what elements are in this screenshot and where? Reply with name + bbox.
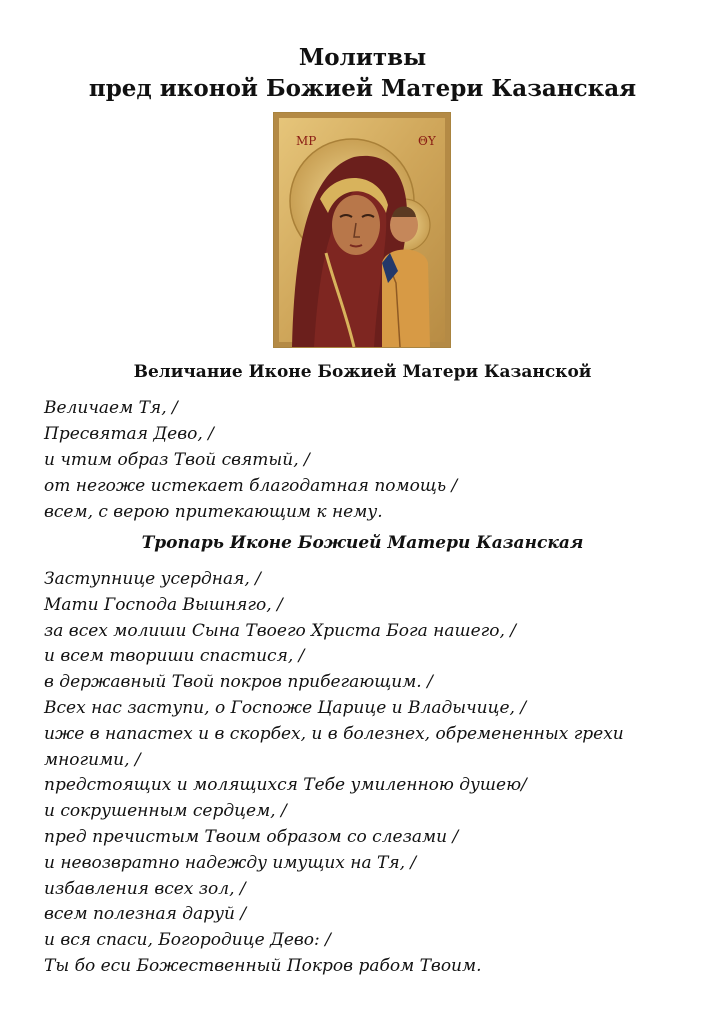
troparion-line: и вся спаси, Богородице Дево: / — [44, 930, 331, 951]
troparion-line: пред пречистым Твоим образом со слезами / — [44, 826, 459, 847]
magnification-line: Пресвятая Дево, / — [44, 423, 214, 444]
icon-inscription-left: МР — [296, 134, 317, 148]
troparion-line: Всех нас заступи, о Госпоже Царице и Владычице, / — [44, 697, 527, 718]
troparion-line: всем полезная даруй / — [44, 904, 247, 925]
icon-painting — [274, 113, 450, 347]
troparion-line: предстоящих и молящихся Тебе умиленною душею/ — [44, 775, 527, 796]
magnification-line: и чтим образ Твой святый, / — [44, 449, 310, 470]
page-title — [0, 42, 725, 104]
troparion-line: в державный Твой покров прибегающим. / — [44, 672, 433, 693]
kazan-icon-image — [274, 113, 450, 347]
magnification-line: всем, с верою притекающим к нему. — [44, 501, 383, 522]
troparion-heading: Тропарь Иконе Божией Матери Казанская — [141, 533, 584, 553]
troparion-line: Заступнице усердная, / — [44, 569, 261, 589]
page-title-line-2: пред иконой Божией Матери Казанская — [88, 75, 637, 102]
page-title-line-1: Молитвы — [298, 44, 427, 71]
troparion-text — [44, 567, 694, 980]
icon-inscription-right: ΘΥ — [418, 134, 436, 148]
troparion-line: и всем твориши спастися, / — [44, 646, 305, 667]
troparion-line: за всех молиши Сына Твоего Христа Бога нашего, / — [44, 620, 517, 641]
troparion-line: и сокрушенным сердцем, / — [44, 801, 287, 822]
magnification-text — [44, 396, 694, 526]
magnification-heading: Величание Иконе Божией Матери Казанской — [133, 362, 592, 382]
troparion-line: Ты бо еси Божественный Покров рабом Твоим. — [44, 955, 482, 976]
troparion-line: Мати Господа Вышняго, / — [44, 594, 283, 615]
troparion-line: и невозвратно надежду имущих на Тя, / — [44, 852, 417, 873]
troparion-line: избавления всех зол, / — [44, 878, 246, 899]
troparion-line: иже в напастех и в скорбех, и в болезнех, обремененных грехи многими, / — [44, 723, 624, 770]
magnification-line: от негоже истекает благодатная помощь / — [44, 475, 458, 496]
magnification-line: Величаем Тя, / — [44, 398, 178, 418]
